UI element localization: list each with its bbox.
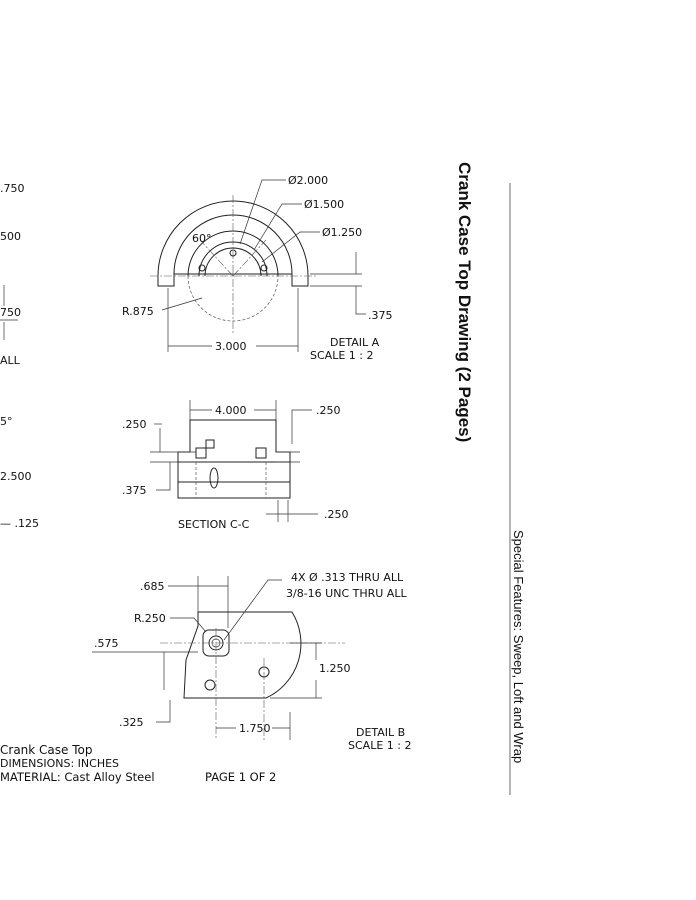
left-dim-2500: 2.500 [0,470,32,483]
section-cc-leader-right [292,410,312,444]
detail-b-hole-left [205,680,215,690]
detail-a-leader-1250 [262,232,320,262]
left-dim-angle: 5° [0,415,13,428]
title-block [0,743,276,784]
section-cc-dim-4000: 4.000 [215,404,247,417]
detail-a-scale: SCALE 1 : 2 [310,349,374,362]
detail-b-leader-radius [170,618,206,632]
title-block-page: PAGE 1 OF 2 [205,770,277,784]
left-edge-view [0,182,39,530]
detail-b-dim-685: .685 [140,580,165,593]
detail-b-scale: SCALE 1 : 2 [348,739,412,752]
detail-a-view [122,174,393,362]
detail-b-view [92,571,411,752]
detail-b-dim-325: .325 [119,716,144,729]
detail-b-dim-1250: 1.250 [319,662,351,675]
left-dim-750b: 750 [0,306,21,319]
section-cc-pocket-left [196,448,206,458]
detail-a-dim-1500: Ø1.500 [304,198,345,211]
special-features: Special Features: Sweep, Loft and Wrap [511,530,526,764]
section-cc-hole [210,468,218,488]
detail-a-angle-line-left [200,240,233,276]
detail-b-hole-note-2: 3/8-16 UNC THRU ALL [286,587,407,600]
left-dim-all: ALL [0,354,20,367]
detail-a-dim-375: .375 [368,309,393,322]
detail-a-dim-3000: 3.000 [215,340,247,353]
section-cc-leader-375 [156,462,170,490]
left-dim-750: .750 [0,182,25,195]
detail-a-dim-2000: Ø2.000 [288,174,329,187]
section-cc-label: SECTION C-C [178,518,250,531]
section-cc-boss [206,440,214,448]
detail-a-leader-1500 [254,204,302,250]
detail-a-label: DETAIL A [330,336,380,349]
left-dim-500: 500 [0,230,21,243]
section-cc-view [122,400,349,531]
detail-b-label: DETAIL B [356,726,406,739]
detail-b-dim-1750: 1.750 [239,722,271,735]
drawing-title: Crank Case Top Drawing (2 Pages) [455,162,474,443]
section-cc-body-outline [178,420,290,498]
detail-b-hole-note-1: 4X Ø .313 THRU ALL [291,571,404,584]
detail-b-dim-575: .575 [94,637,119,650]
section-cc-dim-375: .375 [122,484,147,497]
detail-a-leader-375 [356,308,366,314]
section-cc-dim-bottom: .250 [324,508,349,521]
title-block-material: MATERIAL: Cast Alloy Steel [0,770,155,784]
title-block-part-name: Crank Case Top [0,743,93,757]
left-dim-125: — .125 [0,517,39,530]
detail-a-dim-radius: R.875 [122,305,154,318]
section-cc-pocket-right [256,448,266,458]
detail-b-leader-325 [156,700,170,722]
detail-b-outline [184,612,301,698]
section-cc-dim-right: .250 [316,404,341,417]
detail-a-dim-1250: Ø1.250 [322,226,363,239]
detail-a-angle-line-right [233,240,266,276]
detail-a-dim-angle: 60° [192,232,212,245]
detail-b-leader-holes [224,580,282,640]
detail-a-leader-2000 [240,180,286,244]
section-cc-dim-left: .250 [122,418,147,431]
detail-b-dim-radius: R.250 [134,612,166,625]
title-block-units: DIMENSIONS: INCHES [0,757,120,770]
